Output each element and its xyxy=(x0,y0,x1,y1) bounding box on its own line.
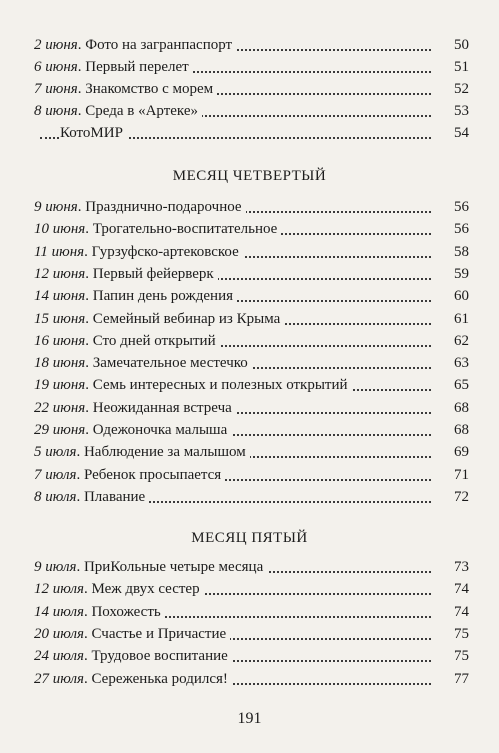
entry-page-number: 56 xyxy=(433,196,469,218)
entry-text xyxy=(34,419,231,441)
entry-separator: . xyxy=(85,265,93,282)
toc-entry xyxy=(0,623,499,645)
entry-separator: . xyxy=(77,59,86,75)
entry-title: КотоМИР xyxy=(60,125,123,141)
entry-date: 10 июня xyxy=(34,221,86,238)
entry-title: Сто дней открытий xyxy=(92,332,216,349)
toc-entry xyxy=(0,486,499,508)
entry-page-number: 77 xyxy=(433,668,469,690)
toc-entry xyxy=(0,374,499,396)
toc-entry xyxy=(0,218,499,240)
toc-entry xyxy=(0,56,499,78)
entry-page-number: 68 xyxy=(433,419,469,441)
entry-separator: . xyxy=(84,243,92,260)
entry-text xyxy=(34,464,225,486)
entry-text xyxy=(34,100,202,122)
toc-entry xyxy=(0,263,499,285)
entry-separator: . xyxy=(85,422,93,438)
entry-text xyxy=(60,122,127,144)
entry-date: 5 июля xyxy=(34,444,77,461)
entry-separator: . xyxy=(85,399,93,416)
entry-text xyxy=(34,668,232,690)
entry-page-number: 74 xyxy=(433,601,469,623)
entry-title: Наблюдение за малышом xyxy=(83,444,246,461)
entry-page-number: 63 xyxy=(433,352,469,374)
entry-page-number: 74 xyxy=(433,578,469,600)
entry-separator: . xyxy=(85,332,93,349)
entry-separator: . xyxy=(85,355,93,372)
entry-date: 2 июня xyxy=(34,37,78,53)
entry-separator: . xyxy=(83,625,92,642)
entry-title: Меж двух сестер xyxy=(91,581,200,598)
entry-text xyxy=(34,486,149,508)
toc-entry xyxy=(0,330,499,352)
entry-date: 12 июня xyxy=(34,265,86,282)
entry-text xyxy=(34,623,230,645)
toc-entry xyxy=(0,241,499,263)
entry-page-number: 50 xyxy=(433,34,469,56)
entry-text xyxy=(34,78,217,100)
entry-date: 27 июля xyxy=(34,670,84,687)
entry-text xyxy=(34,374,352,396)
entry-page-number: 58 xyxy=(433,241,469,263)
entry-text xyxy=(34,578,204,600)
entry-date: 6 июня xyxy=(34,59,78,75)
entry-page-number: 60 xyxy=(433,285,469,307)
entry-separator: . xyxy=(83,670,92,687)
toc-entry xyxy=(0,645,499,667)
entry-text xyxy=(34,285,237,307)
entry-text xyxy=(34,645,232,667)
entry-title: Знакомство с морем xyxy=(85,81,214,97)
entry-date: 8 июня xyxy=(34,103,78,119)
entry-text xyxy=(34,218,281,240)
entry-page-number: 73 xyxy=(433,556,469,578)
entry-title: Плавание xyxy=(83,488,146,505)
entry-separator: . xyxy=(85,310,93,327)
entry-separator: . xyxy=(76,488,84,505)
entry-separator: . xyxy=(76,559,84,575)
toc-entry xyxy=(0,668,499,690)
entry-date: 18 июня xyxy=(34,355,86,372)
entry-date: 19 июня xyxy=(34,377,86,394)
entry-date: 7 июня xyxy=(34,81,78,97)
entry-separator: . xyxy=(83,603,92,620)
entry-separator: . xyxy=(77,199,86,215)
entry-text xyxy=(34,34,236,56)
entry-date: 29 июня xyxy=(34,422,86,438)
entry-separator: . xyxy=(85,377,93,394)
entry-page-number: 68 xyxy=(433,397,469,419)
entry-date: 9 июля xyxy=(34,559,77,575)
entry-text xyxy=(34,556,267,578)
entry-date: 14 июля xyxy=(34,603,84,620)
toc-entry xyxy=(0,100,499,122)
entry-title: Гурзуфско-артековское xyxy=(91,243,239,260)
section-title-month-four: МЕСЯЦ ЧЕТВЕРТЫЙ xyxy=(172,168,327,184)
entry-text xyxy=(34,441,250,463)
entry-text xyxy=(34,601,165,623)
entry-page-number: 61 xyxy=(433,308,469,330)
entry-date: 7 июля xyxy=(34,466,77,483)
toc-entry xyxy=(0,601,499,623)
toc-entry xyxy=(0,397,499,419)
entry-separator: . xyxy=(85,288,93,305)
entry-page-number: 51 xyxy=(433,56,469,78)
entry-text xyxy=(34,56,193,78)
entry-page-number: 71 xyxy=(433,464,469,486)
entry-title: Первый перелет xyxy=(85,59,189,75)
toc-entry xyxy=(0,78,499,100)
entry-page-number: 72 xyxy=(433,486,469,508)
entry-separator: . xyxy=(77,81,86,97)
entry-text xyxy=(34,263,218,285)
entry-separator: . xyxy=(76,466,84,483)
entry-separator: . xyxy=(83,648,92,665)
entry-page-number: 53 xyxy=(433,100,469,122)
entry-title: Празднично-подарочное xyxy=(85,199,242,215)
entry-date: 24 июля xyxy=(34,648,84,665)
toc-entry xyxy=(0,556,499,578)
entry-title: Похожесть xyxy=(91,603,161,620)
toc-entry xyxy=(0,441,499,463)
entry-date: 15 июня xyxy=(34,310,86,327)
entry-separator: . xyxy=(83,581,92,598)
entry-date: 9 июня xyxy=(34,199,78,215)
entry-page-number: 75 xyxy=(433,645,469,667)
entry-date: 20 июля xyxy=(34,625,84,642)
entry-date: 16 июня xyxy=(34,332,86,349)
entry-separator: . xyxy=(76,444,84,461)
toc-entry xyxy=(0,464,499,486)
entry-text xyxy=(34,241,243,263)
entry-title: Замечательное местечко xyxy=(92,355,248,372)
entry-text xyxy=(34,308,284,330)
entry-page-number: 75 xyxy=(433,623,469,645)
entry-title: Семейный вебинар из Крыма xyxy=(92,310,281,327)
entry-text xyxy=(34,196,246,218)
entry-separator: . xyxy=(77,103,86,119)
section-title-month-five: МЕСЯЦ ПЯТЫЙ xyxy=(191,530,308,546)
entry-page-number: 52 xyxy=(433,78,469,100)
entry-title: Трогательно-воспитательное xyxy=(92,221,278,238)
entry-page-number: 69 xyxy=(433,441,469,463)
entry-date: 12 июля xyxy=(34,581,84,598)
toc-entry xyxy=(0,352,499,374)
entry-date: 8 июля xyxy=(34,488,77,505)
entry-text xyxy=(34,397,236,419)
entry-title: Неожиданная встреча xyxy=(92,399,232,416)
entry-page-number: 56 xyxy=(433,218,469,240)
entry-title: Ребенок просыпается xyxy=(83,466,222,483)
entry-title: Счастье и Причастие xyxy=(91,625,227,642)
entry-date: 11 июня xyxy=(34,243,85,260)
entry-separator: . xyxy=(85,221,93,238)
entry-page-number: 59 xyxy=(433,263,469,285)
entry-page-number: 65 xyxy=(433,374,469,396)
entry-title: Семь интересных и полезных открытий xyxy=(92,377,348,394)
toc-entry xyxy=(0,196,499,218)
page-folio: 191 xyxy=(237,710,262,727)
entry-date: 14 июня xyxy=(34,288,86,305)
entry-title: Первый фейерверк xyxy=(92,265,214,282)
entry-title: Сереженька родился! xyxy=(91,670,228,687)
entry-title: Среда в «Артеке» xyxy=(85,103,199,119)
toc-entry xyxy=(0,578,499,600)
entry-title: Фото на загранпаспорт xyxy=(85,37,233,53)
entry-title: ПриКольные четыре месяца xyxy=(83,559,264,575)
entry-title: Трудовое воспитание xyxy=(91,648,228,665)
entry-page-number: 54 xyxy=(433,122,469,144)
entry-page-number: 62 xyxy=(433,330,469,352)
entry-title: Папин день рождения xyxy=(92,288,234,305)
toc-entry xyxy=(0,419,499,441)
toc-entry xyxy=(0,34,499,56)
entry-separator: . xyxy=(77,37,86,53)
entry-title: Одежоночка малыша xyxy=(92,422,228,438)
toc-entry xyxy=(0,285,499,307)
entry-text xyxy=(34,330,220,352)
entry-date: 22 июня xyxy=(34,399,86,416)
toc-entry xyxy=(0,308,499,330)
toc-entry xyxy=(0,122,499,144)
entry-text xyxy=(34,352,252,374)
